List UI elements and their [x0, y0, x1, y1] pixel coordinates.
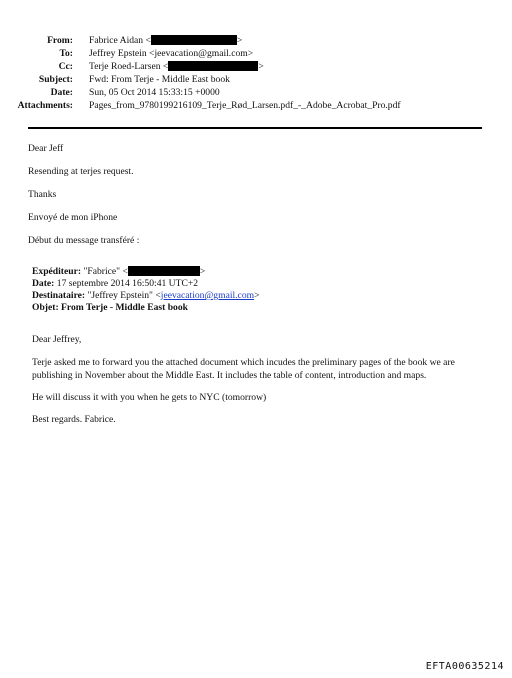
body-line-1: Resending at terjes request. — [28, 166, 134, 177]
from-suffix: > — [236, 35, 243, 46]
redaction-block — [151, 35, 237, 45]
body-line-2: Thanks — [28, 189, 57, 200]
attachments-label: Attachments: — [17, 100, 73, 111]
greeting: Dear Jeff — [28, 143, 64, 154]
fwd-date-value: 17 septembre 2014 16:50:41 UTC+2 — [54, 278, 199, 289]
fwd-recipient-value: "Jeffrey Epstein" < — [85, 290, 161, 301]
cc-name: Terje Roed-Larsen < — [89, 61, 169, 72]
to-label: To: — [59, 48, 73, 59]
attachment-filename[interactable]: Pages_from_9780199216109_Terje_Rød_Larsen.pdf_-_Adobe_Acrobat_Pro.pdf — [89, 100, 401, 111]
fwd-paragraph-1: Terje asked me to forward you the attached document which incudes the preliminary pages of the book we are publishing in November about the Middle East. It includes the table of content, introduction and maps. — [32, 357, 455, 381]
fwd-sender-label: Expéditeur: — [32, 266, 82, 277]
cc-label: Cc: — [58, 61, 73, 72]
fwd-subject-value: From Terje - Middle East book — [58, 302, 188, 313]
fwd-sender-suffix: > — [199, 266, 206, 277]
from-label: From: — [47, 35, 73, 46]
to-value: Jeffrey Epstein <jeevacation@gmail.com> — [89, 48, 254, 59]
fwd-recipient-row — [32, 290, 260, 302]
redaction-block — [168, 61, 258, 71]
redaction-block — [128, 266, 200, 276]
cc-value — [89, 61, 264, 73]
fwd-recipient-label: Destinataire: — [32, 290, 86, 301]
from-value — [89, 35, 242, 47]
fwd-recipient-suffix: > — [254, 290, 260, 301]
date-value: Sun, 05 Oct 2014 15:33:15 +0000 — [89, 87, 220, 98]
fwd-sender-value: "Fabrice" < — [81, 266, 128, 277]
subject-value: Fwd: From Terje - Middle East book — [89, 74, 230, 85]
fwd-date-row — [32, 278, 198, 290]
body-line-3: Envoyé de mon iPhone — [28, 212, 118, 223]
fwd-date-label: Date: — [32, 278, 55, 289]
fwd-subject-row — [32, 302, 188, 314]
fwd-paragraph-2: He will discuss it with you when he gets to NYC (tomorrow) — [32, 392, 267, 403]
cc-suffix: > — [258, 61, 264, 72]
fwd-closing: Best regards. Fabrice. — [32, 414, 116, 425]
fwd-sender-row — [32, 266, 205, 278]
body-line-4: Début du message transféré : — [28, 235, 140, 246]
subject-label: Subject: — [38, 74, 73, 85]
date-label: Date: — [50, 87, 73, 98]
fwd-greeting: Dear Jeffrey, — [32, 334, 82, 345]
from-name: Fabrice Aidan < — [89, 35, 151, 46]
document-id: EFTA00635214 — [425, 661, 504, 672]
fwd-recipient-email-link[interactable]: jeevacation@gmail.com — [160, 290, 255, 301]
header-divider — [28, 127, 482, 129]
fwd-subject-label: Objet: — [32, 302, 59, 313]
